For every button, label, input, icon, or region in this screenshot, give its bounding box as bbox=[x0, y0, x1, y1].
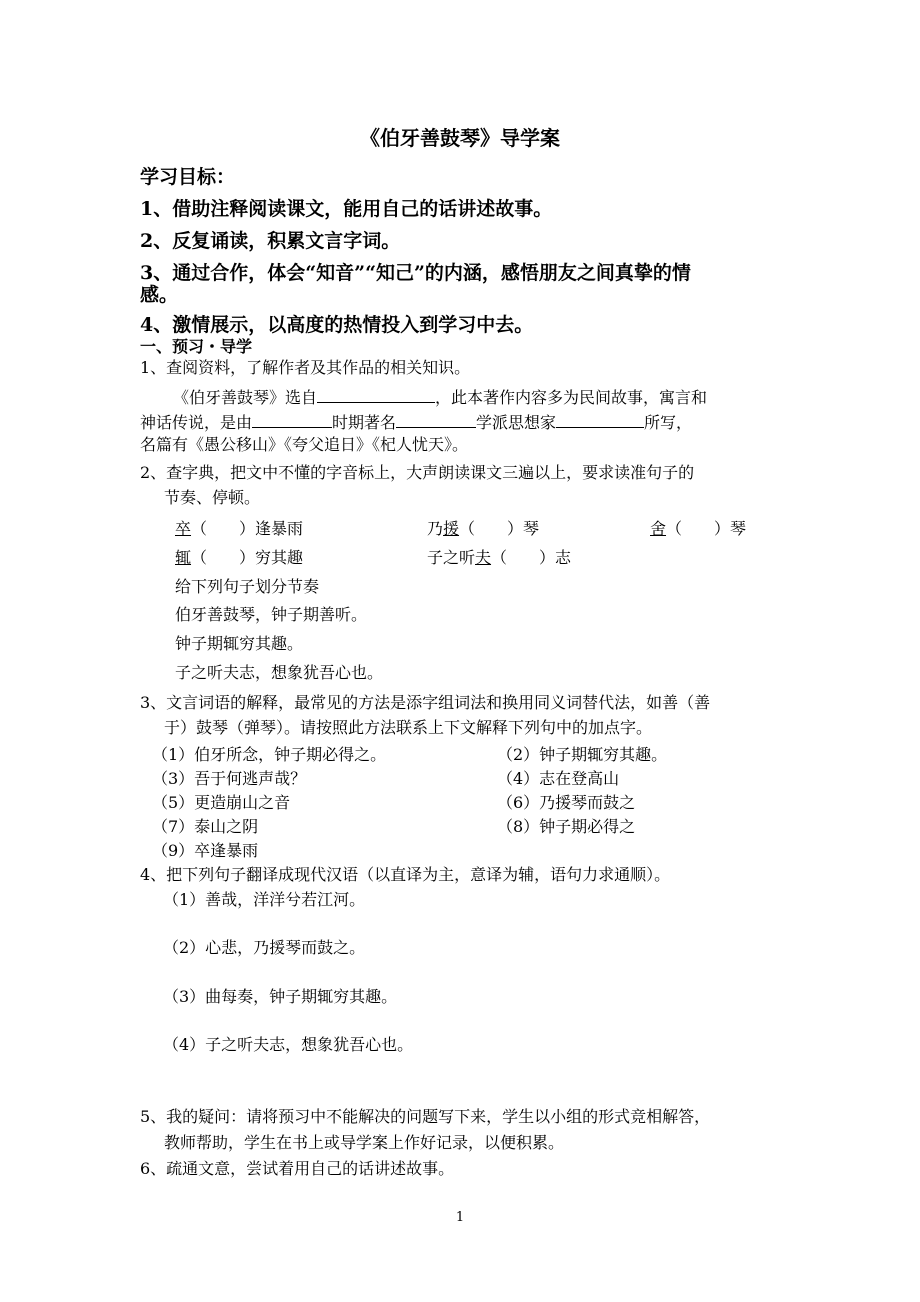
blank-author[interactable] bbox=[556, 411, 644, 428]
q3-item-9: （9）卒逢暴雨 bbox=[152, 841, 259, 860]
q1-line3: 名篇有《愚公移山》《夸父追日》《杞人忧天》。 bbox=[140, 435, 469, 454]
rhythm-sentence-1: 伯牙善鼓琴，钟子期善听。 bbox=[175, 605, 368, 624]
q3-item-1: （1）伯牙所念，钟子期必得之。 bbox=[152, 745, 387, 764]
section-1-heading: 一、预习・导学 bbox=[140, 337, 253, 356]
objective-3: 3、通过合作，体会“知音”“知己”的内涵，感悟朋友之间真挚的情 bbox=[140, 262, 691, 284]
q3-item-2: （2）钟子期辄穷其趣。 bbox=[497, 745, 668, 764]
rhythm-sentence-2: 钟子期辄穷其趣。 bbox=[175, 634, 304, 653]
q2-line1: 2、查字典，把文中不懂的字音标上，大声朗读课文三遍以上，要求读准句子的 bbox=[140, 463, 695, 482]
rhythm-sentence-3: 子之听夫志，想象犹吾心也。 bbox=[175, 663, 384, 682]
q4-item-1: （1）善哉，洋洋兮若江河。 bbox=[163, 890, 366, 909]
q4-item-4: （4）子之听夫志，想象犹吾心也。 bbox=[163, 1035, 414, 1054]
objective-1: 1、借助注释阅读课文，能用自己的话讲述故事。 bbox=[140, 198, 553, 220]
blank-school[interactable] bbox=[396, 411, 476, 428]
q3-item-3: （3）吾于何逃声哉？ bbox=[152, 769, 307, 788]
q4-text: 4、把下列句子翻译成现代汉语（以直译为主，意译为辅，语句力求通顺）。 bbox=[140, 865, 671, 884]
document-title: 《伯牙善鼓琴》导学案 bbox=[360, 126, 560, 150]
q4-item-2: （2）心悲，乃援琴而鼓之。 bbox=[163, 938, 366, 957]
q5-line2: 教师帮助，学生在书上或导学案上作好记录，以便积累。 bbox=[164, 1133, 565, 1152]
q6-text: 6、疏通文意，尝试着用自己的话讲述故事。 bbox=[140, 1159, 455, 1178]
blank-period[interactable] bbox=[252, 411, 332, 428]
pinyin-item-3: 舍（ ）琴 bbox=[650, 519, 747, 538]
pinyin-item-5: 子之听夫（ ）志 bbox=[427, 548, 572, 567]
q4-item-3: （3）曲每奏，钟子期辄穷其趣。 bbox=[163, 987, 398, 1006]
q3-item-4: （4）志在登高山 bbox=[497, 769, 620, 788]
q3-item-8: （8）钟子期必得之 bbox=[497, 817, 636, 836]
q3-item-5: （5）更造崩山之音 bbox=[152, 793, 291, 812]
pinyin-item-2: 乃援（ ）琴 bbox=[427, 519, 540, 538]
q3-line1: 3、文言词语的解释，最常见的方法是添字组词法和换用同义词替代法，如善（善 bbox=[140, 693, 711, 712]
page-number: 1 bbox=[455, 1210, 465, 1225]
q1-line2: 神话传说，是由 时期著名 学派思想家 所写， bbox=[140, 413, 693, 432]
rhythm-heading: 给下列句子划分节奏 bbox=[175, 577, 320, 596]
q3-item-7: （7）泰山之阴 bbox=[152, 817, 259, 836]
q2-line2: 节奏、停顿。 bbox=[164, 488, 261, 507]
q1-line1: 《伯牙善鼓琴》选自 ，此本著作内容多为民间故事，寓言和 bbox=[173, 388, 708, 407]
q3-line2: 于）鼓琴（弹琴）。请按照此方法联系上下文解释下列句中的加点字。 bbox=[164, 718, 653, 737]
pinyin-item-1: 卒（ ）逢暴雨 bbox=[175, 519, 304, 538]
pinyin-item-4: 辄（ ）穷其趣 bbox=[175, 548, 304, 567]
objective-3-cont: 感。 bbox=[140, 284, 179, 306]
q5-line1: 5、我的疑问：请将预习中不能解决的问题写下来，学生以小组的形式竞相解答， bbox=[140, 1107, 711, 1126]
q3-item-6: （6）乃援琴而鼓之 bbox=[497, 793, 636, 812]
objectives-heading: 学习目标： bbox=[140, 166, 236, 188]
objective-4: 4、激情展示，以高度的热情投入到学习中去。 bbox=[140, 314, 534, 336]
objective-2: 2、反复诵读，积累文言字词。 bbox=[140, 230, 401, 252]
blank-source[interactable] bbox=[317, 386, 435, 403]
q1-text: 1、查阅资料，了解作者及其作品的相关知识。 bbox=[140, 358, 471, 377]
